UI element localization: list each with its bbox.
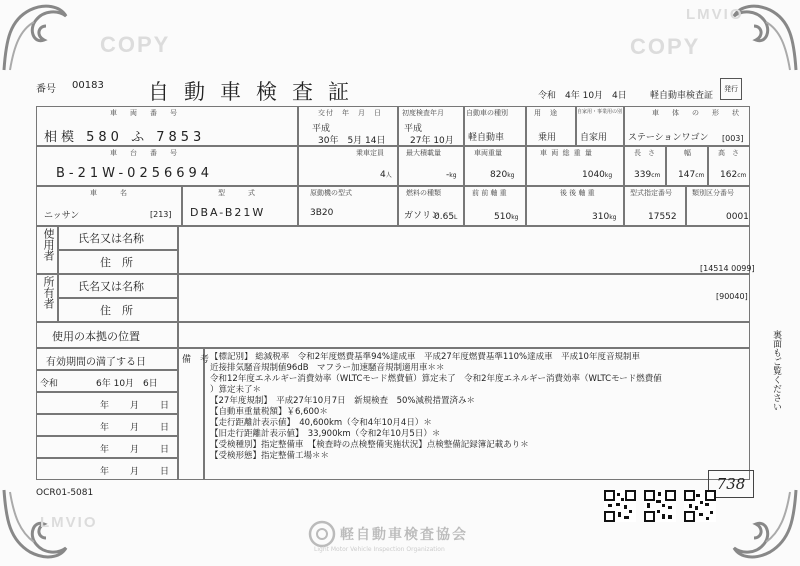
remark-line: 【27年度規制】 平成27年10月7日 新規検査 50%減税措置済み＊ <box>210 396 476 406</box>
category-header: 類別区分番号 <box>692 189 734 197</box>
length-value: 339cm <box>634 170 661 180</box>
copy-watermark: COPY <box>630 34 701 59</box>
issue-header: 交付 年 月 日 <box>318 109 382 117</box>
remark-line: ）算定未了＊ <box>210 385 262 395</box>
rear-axle-value: 310kg <box>592 212 617 222</box>
remarks-list <box>210 352 745 462</box>
user-code: [14514 0099] <box>700 264 755 273</box>
owner-group-label: 所有者 <box>42 276 55 309</box>
name-header: 車 名 <box>90 189 130 197</box>
qr-code-1 <box>604 490 636 522</box>
displacement-value: 0.65L <box>434 212 458 222</box>
base-location-data-cell <box>178 322 750 348</box>
usage-value: 乗用 <box>538 133 557 143</box>
expiry-date-value: 6年 10月 6日 <box>96 379 158 389</box>
footer-code: OCR01-5081 <box>36 488 94 498</box>
user-data-cell <box>178 226 750 274</box>
owner-name-label: 氏名又は名称 <box>78 280 144 293</box>
base-location-label: 使用の本拠の位置 <box>52 330 140 343</box>
model-value: DBA-B21W <box>190 206 266 219</box>
association-logo-icon <box>308 520 336 548</box>
issue-era: 平成 <box>312 124 331 134</box>
chassis-header: 車 台 番 号 <box>110 149 180 157</box>
weight-value: 820kg <box>490 170 515 180</box>
remarks-label-cell <box>178 348 204 480</box>
type-designation-value: 17552 <box>648 212 677 222</box>
category-value: 0001 <box>726 212 749 222</box>
length-header: 長 さ <box>634 149 655 157</box>
private-header: 自家用・事業用の別 <box>577 109 623 115</box>
owner-address-label: 住 所 <box>100 304 133 317</box>
qr-code-3 <box>684 490 716 522</box>
document-title: 自動車検査証 <box>148 80 364 104</box>
height-value: 162cm <box>720 170 747 180</box>
name-code: [213] <box>150 210 172 219</box>
association-subtitle: Light Motor Vehicle Inspection Organization <box>314 546 445 553</box>
user-name-label: 氏名又は名称 <box>78 232 144 245</box>
kind-value: 軽自動車 <box>468 133 505 143</box>
doc-number: 00183 <box>72 80 104 91</box>
max-load-header: 最大積載量 <box>406 149 441 157</box>
capacity-header: 乗車定員 <box>356 149 384 157</box>
engine-value: 3B20 <box>310 208 334 218</box>
name-value: ニッサン <box>44 211 80 221</box>
copy-watermark: COPY <box>100 32 171 57</box>
issue-date-value: 30年 5月 14日 <box>318 136 386 146</box>
fuel-header: 燃料の種類 <box>406 189 441 197</box>
remark-line: 【旧走行距離計表示値】 33,900km（令和2年10月5日）＊ <box>210 429 441 439</box>
date-placeholder-3: 年 月 日 <box>100 445 176 455</box>
remarks-label: 備 考 <box>182 355 210 365</box>
chassis-value: B-21W-0256694 <box>56 166 214 181</box>
remark-line: 【標記別】 総減税率 令和2年度燃費基準94%達成車 平成27年度燃費基準110%達成車 平成10年度音規制車 <box>210 352 640 362</box>
lmvio-watermark: LMVIO <box>686 6 744 23</box>
lmvio-watermark: LMVIO <box>40 514 98 531</box>
issue-stamp: 発行 <box>720 78 742 100</box>
engine-header: 原動機の型式 <box>310 189 352 197</box>
form-name: 軽自動車検査証 <box>650 91 714 101</box>
usage-header: 用 途 <box>534 109 558 117</box>
date-placeholder-2: 年 月 日 <box>100 423 176 433</box>
private-value: 自家用 <box>580 133 608 143</box>
issue-date: 令和 4年 10月 4日 <box>538 91 627 101</box>
capacity-value: 4人 <box>380 170 392 180</box>
width-header: 幅 <box>684 149 691 157</box>
plate-header: 車 両 番 号 <box>110 109 180 117</box>
doc-number-label: 番号 <box>36 84 56 95</box>
corner-ornament-top-left <box>0 0 70 75</box>
height-header: 高 さ <box>718 149 739 157</box>
date-placeholder-1: 年 月 日 <box>100 401 176 411</box>
type-designation-header: 型式指定番号 <box>630 189 672 197</box>
remark-line: 近接排気騒音規制値96dB マフラー加速騒音規制適用車＊＊ <box>210 363 445 373</box>
model-header: 型 式 <box>218 189 258 197</box>
body-code: [003] <box>722 134 744 143</box>
fuel-value: ガソリン <box>404 211 441 221</box>
expiry-label: 有効期間の満了する日 <box>46 357 146 368</box>
expiry-era: 令和 <box>40 379 59 389</box>
remark-line: 令和12年度エネルギー消費効率（WLTCモード燃費値）算定未了 令和2年度エネルギー消費効率（WLTCモード燃費値 <box>210 374 662 384</box>
date-placeholder-4: 年 月 日 <box>100 467 176 477</box>
side-note: 裏面もご覧ください <box>771 330 781 411</box>
gross-weight-value: 1040kg <box>582 170 613 180</box>
user-address-label: 住 所 <box>100 256 133 269</box>
max-load-value: -kg <box>446 170 457 180</box>
user-group-label: 使用者 <box>42 228 55 261</box>
body-value: ステーションワゴン <box>628 133 709 143</box>
front-axle-header: 前 前 軸 重 <box>472 189 507 197</box>
width-value: 147cm <box>678 170 705 180</box>
rear-axle-header: 後 後 軸 重 <box>560 189 595 197</box>
corner-ornament-bottom-right <box>730 486 800 566</box>
weight-header: 車両重量 <box>474 149 502 157</box>
remark-line: 【受検種別】指定整備車 【検査時の点検整備実施状況】点検整備記録簿記載あり＊ <box>210 440 529 450</box>
gross-weight-header: 車 両 総 重 量 <box>540 149 593 157</box>
first-reg-header: 初度検査年月 <box>402 109 444 117</box>
owner-data-cell <box>178 274 750 322</box>
first-reg-era: 平成 <box>404 124 423 134</box>
remark-line: 【自動車重量税額】￥6,600＊ <box>210 407 328 417</box>
association-name: 軽自動車検査協会 <box>340 527 468 543</box>
plate-value: 相模 580 ふ 7853 <box>44 130 206 145</box>
front-axle-value: 510kg <box>494 212 519 222</box>
body-header: 車 体 の 形 状 <box>652 109 742 117</box>
kind-header: 自動車の種別 <box>466 109 508 117</box>
handwritten-number: 738 <box>708 470 754 498</box>
remark-line: 【走行距離計表示値】 40,600km（令和4年10月4日）＊ <box>210 418 432 428</box>
remark-line: 【受検形態】指定整備工場＊＊ <box>210 451 330 461</box>
first-reg-value: 27年 10月 <box>410 136 454 146</box>
owner-code: [90040] <box>716 292 748 301</box>
qr-code-2 <box>644 490 676 522</box>
